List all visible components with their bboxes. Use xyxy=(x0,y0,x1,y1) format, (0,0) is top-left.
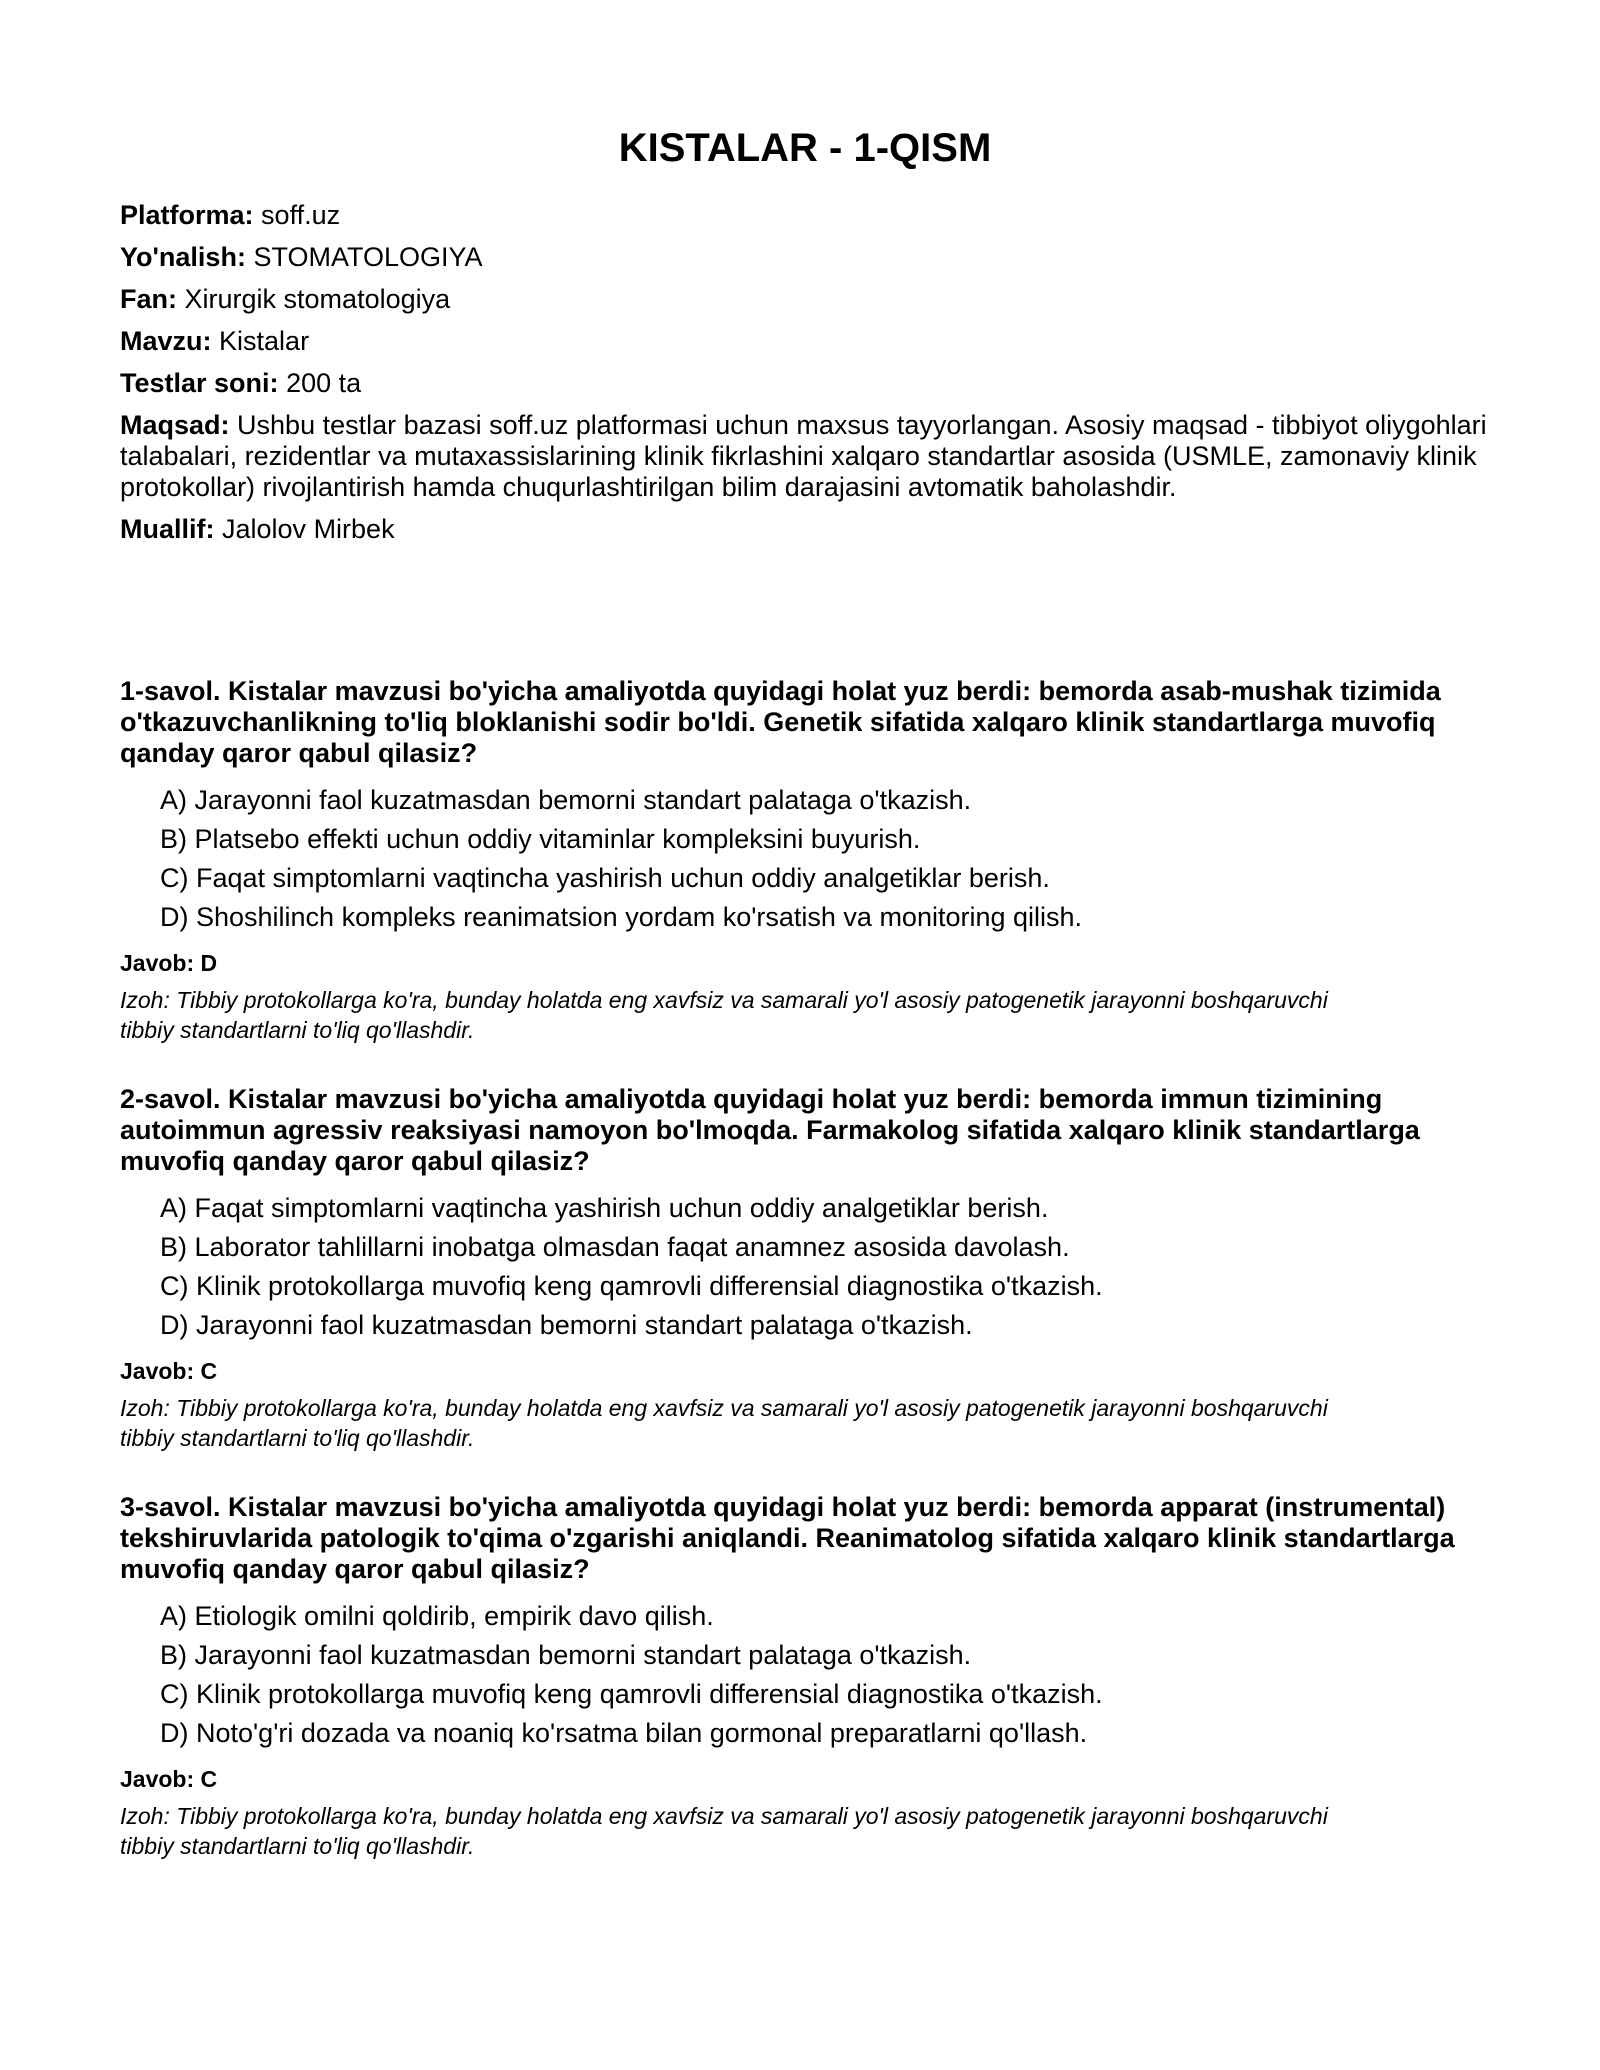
meta-key: Mavzu: xyxy=(120,326,212,356)
option-d: D) Jarayonni faol kuzatmasdan bemorni standart palataga o'tkazish. xyxy=(160,1310,973,1340)
explanation-note: Izoh: Tibbiy protokollarga ko'ra, bunday holatda eng xavfsiz va samarali yo'l asosiy patogenetik jarayonni boshqaruvchi tibbiy standartlarni to'liq qo'llashdir. xyxy=(120,987,1328,1043)
meta-subject xyxy=(120,284,1490,315)
question-2 xyxy=(120,1084,1490,1453)
meta-key: Maqsad: xyxy=(120,410,230,440)
meta-topic xyxy=(120,326,1490,357)
answer: Javob: C xyxy=(120,1358,218,1384)
option-c: C) Klinik protokollarga muvofiq keng qamrovli differensial diagnostika o'tkazish. xyxy=(160,1271,1103,1301)
meta-value: Kistalar xyxy=(219,326,310,356)
meta-key: Testlar soni: xyxy=(120,368,279,398)
meta-value: 200 ta xyxy=(286,368,362,398)
option-c: C) Klinik protokollarga muvofiq keng qamrovli differensial diagnostika o'tkazish. xyxy=(160,1679,1103,1709)
meta-value: Ushbu testlar bazasi soff.uz platformasi uchun maxsus tayyorlangan. Asosiy maqsad - tibbiyot oliygohlari talabalari, rezidentlar va mutaxassislarining klinik fikrlashini xalqaro standartlar asosida (USMLE, zamonaviy klinik protokollar) rivojlantirish hamda chuqurlashtirilgan bilim darajasini avtomatik baholashdir. xyxy=(120,410,1487,502)
meta-key: Platforma: xyxy=(120,200,254,230)
question-text: 1-savol. Kistalar mavzusi bo'yicha amaliyotda quyidagi holat yuz berdi: bemorda asab-mushak tizimida o'tkazuvchanlikning to'liq bloklanishi sodir bo'ldi. Genetik sifatida xalqaro klinik standartlarga muvofiq qanday qaror qabul qilasiz? xyxy=(120,676,1441,768)
explanation-note: Izoh: Tibbiy protokollarga ko'ra, bunday holatda eng xavfsiz va samarali yo'l asosiy patogenetik jarayonni boshqaruvchi tibbiy standartlarni to'liq qo'llashdir. xyxy=(120,1803,1328,1859)
option-d: D) Noto'g'ri dozada va noaniq ko'rsatma bilan gormonal preparatlarni qo'llash. xyxy=(160,1718,1088,1748)
meta-platform xyxy=(120,200,1490,231)
question-1 xyxy=(120,676,1490,1045)
option-a: A) Faqat simptomlarni vaqtincha yashirish uchun oddiy analgetiklar berish. xyxy=(160,1193,1049,1223)
meta-purpose xyxy=(120,410,1490,503)
answer: Javob: D xyxy=(120,950,218,976)
options-list xyxy=(120,1189,1490,1345)
document-title: KISTALAR - 1-QISM xyxy=(618,126,992,170)
meta-direction xyxy=(120,242,1490,273)
option-b: B) Laborator tahlillarni inobatga olmasdan faqat anamnez asosida davolash. xyxy=(160,1232,1070,1262)
meta-value: Jalolov Mirbek xyxy=(222,514,395,544)
meta-test-count xyxy=(120,368,1490,399)
question-3 xyxy=(120,1492,1490,1861)
meta-key: Fan: xyxy=(120,284,177,314)
answer: Javob: C xyxy=(120,1766,218,1792)
meta-value: STOMATOLOGIYA xyxy=(253,242,483,272)
meta-author xyxy=(120,514,1490,545)
option-a: A) Jarayonni faol kuzatmasdan bemorni standart palataga o'tkazish. xyxy=(160,785,972,815)
question-text: 2-savol. Kistalar mavzusi bo'yicha amaliyotda quyidagi holat yuz berdi: bemorda immun tizimining autoimmun agressiv reaksiyasi namoyon bo'lmoqda. Farmakolog sifatida xalqaro klinik standartlarga muvofiq qanday qaror qabul qilasiz? xyxy=(120,1084,1420,1176)
meta-value: soff.uz xyxy=(261,200,341,230)
meta-key: Muallif: xyxy=(120,514,215,544)
meta-value: Xirurgik stomatologiya xyxy=(184,284,451,314)
options-list xyxy=(120,1597,1490,1753)
option-a: A) Etiologik omilni qoldirib, empirik davo qilish. xyxy=(160,1601,714,1631)
option-d: D) Shoshilinch kompleks reanimatsion yordam ko'rsatish va monitoring qilish. xyxy=(160,902,1083,932)
option-c: C) Faqat simptomlarni vaqtincha yashirish uchun oddiy analgetiklar berish. xyxy=(160,863,1050,893)
question-text: 3-savol. Kistalar mavzusi bo'yicha amaliyotda quyidagi holat yuz berdi: bemorda apparat (instrumental) tekshiruvlarida patologik to'qima o'zgarishi aniqlandi. Reanimatolog sifatida xalqaro klinik standartlarga muvofiq qanday qaror qabul qilasiz? xyxy=(120,1492,1455,1584)
metadata-block xyxy=(120,200,1490,556)
options-list xyxy=(120,781,1490,937)
option-b: B) Platsebo effekti uchun oddiy vitaminlar kompleksini buyurish. xyxy=(160,824,921,854)
explanation-note: Izoh: Tibbiy protokollarga ko'ra, bunday holatda eng xavfsiz va samarali yo'l asosiy patogenetik jarayonni boshqaruvchi tibbiy standartlarni to'liq qo'llashdir. xyxy=(120,1395,1328,1451)
option-b: B) Jarayonni faol kuzatmasdan bemorni standart palataga o'tkazish. xyxy=(160,1640,972,1670)
meta-key: Yo'nalish: xyxy=(120,242,246,272)
